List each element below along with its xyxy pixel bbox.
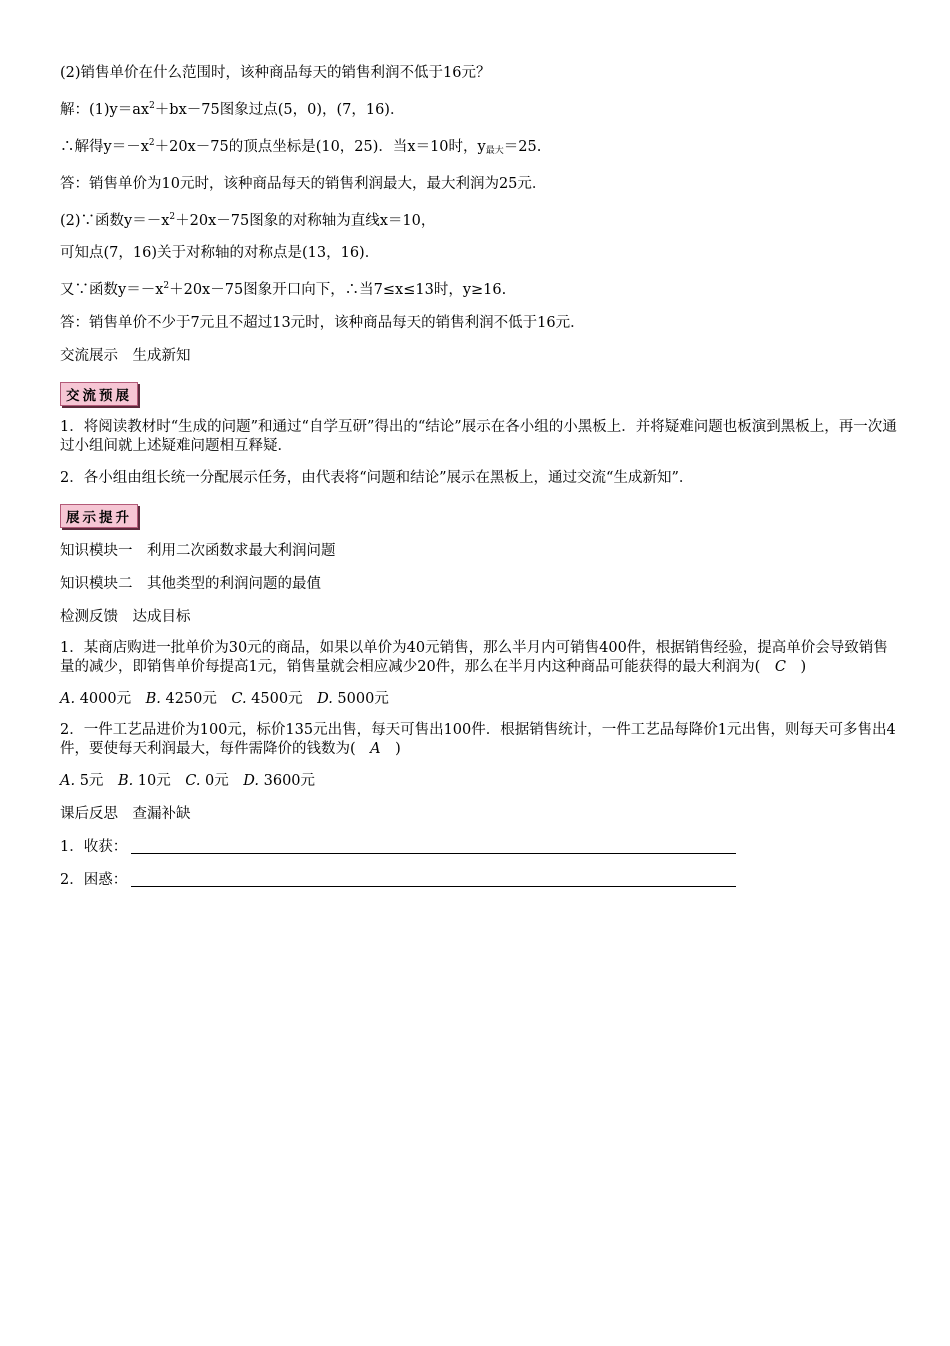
quiz-2-options: A. 5元 B. 10元 C. 0元 D. 3600元 (60, 773, 316, 790)
quiz-1-options: A. 4000元 B. 4250元 C. 4500元 D. 5000元 (60, 691, 389, 708)
feedback-heading: 检测反馈 达成目标 (60, 609, 191, 626)
solution-line-3: (2)∵函数$y=-x^2+20x-75$图象的对称轴为直线x＝10， (60, 211, 436, 229)
solution-line-1: 解：$(1)y=ax^2+bx-75$图象过点(5，0)，(7，16)． (60, 101, 405, 118)
answer-line-1: 答：销售单价为10元时，该种商品每天的销售利润最大，最大利润为25元． (60, 175, 547, 192)
solution-line-2: ∴解得$y=-x^2+20x-75$的顶点坐标是(10，25)．当x＝10时，$y_{最大}=25$. (60, 137, 542, 156)
question-2-prompt: (2)销售单价在什么范围时，该种商品每天的销售利润不低于16元？ (60, 65, 491, 81)
reflection-heading: 课后反思 查漏补缺 (60, 806, 191, 823)
badge-show-improve: 展示提升 (60, 504, 138, 528)
doubt-line: 2．困惑： (60, 869, 900, 891)
badge-exchange-preview: 交流预展 (60, 382, 138, 406)
doubt-blank[interactable] (131, 872, 736, 887)
exchange-item-2: 2．各小组由组长统一分配展示任务，由代表将“问题和结论”展示在黑板上，通过交流“生成新知”． (60, 470, 694, 487)
quiz-question-1: 1．某商店购进一批单价为30元的商品，如果以单价为40元销售，那么半月内可销售400件，根据销售经验，提高单价会导致销售量的减少，即销售单价每提高1元，销售量就会相应减少20件，那么在半月内这种商品可能获得的最大利润为( C ) (60, 640, 888, 676)
knowledge-module-2: 知识模块二 其他类型的利润问题的最值 (60, 576, 321, 593)
solution-line-4: 可知点(7，16)关于对称轴的对称点是(13，16)． (60, 245, 380, 262)
gain-line: 1．收获： (60, 836, 900, 858)
gain-blank[interactable] (131, 839, 736, 854)
quiz-1-answer: C (774, 659, 786, 676)
exchange-item-1: 1．将阅读教材时“生成的问题”和通过“自学互研”得出的“结论”展示在各小组的小黑板上．并将疑难问题也板演到黑板上，再一次通过小组间就上述疑难问题相互释疑． (60, 419, 897, 455)
solution-line-5: 又∵函数$y=-x^2+20x-75$图象开口向下，∴当7≤x≤13时，y≥16. (60, 281, 507, 299)
section-heading-exchange: 交流展示 生成新知 (60, 348, 191, 365)
quiz-2-answer: A (370, 741, 381, 758)
document-page (60, 62, 900, 902)
quiz-question-2: 2．一件工艺品进价为100元，标价135元出售，每天可售出100件．根据销售统计，一件工艺品每降价1元出售，则每天可多售出4件，要使每天利润最大，每件需降价的钱数为( A ) (60, 722, 896, 758)
answer-line-2: 答：销售单价不少于7元且不超过13元时，该种商品每天的销售利润不低于16元． (60, 315, 585, 332)
knowledge-module-1: 知识模块一 利用二次函数求最大利润问题 (60, 543, 336, 560)
